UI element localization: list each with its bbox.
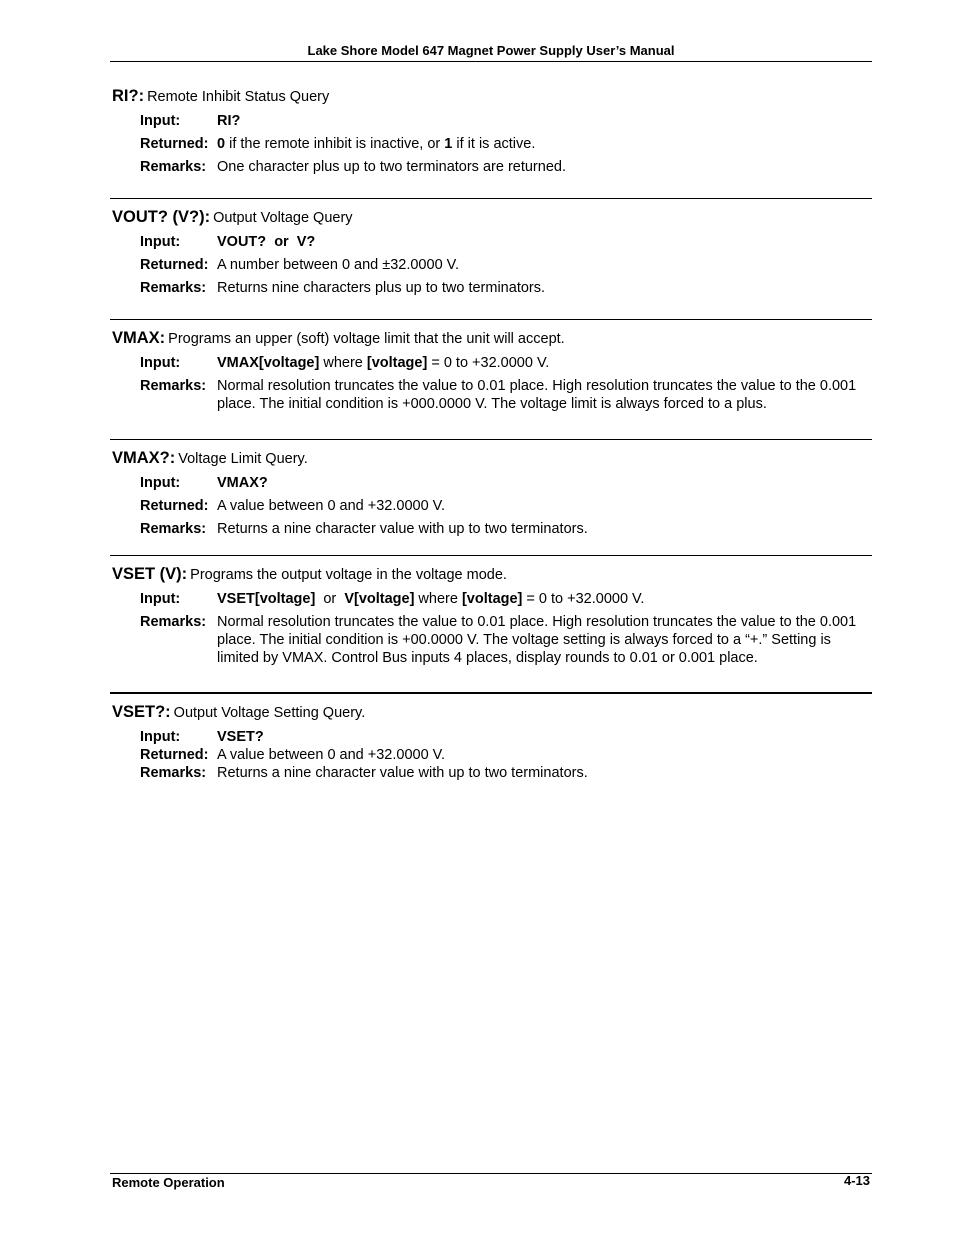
- command-name: VSET (V):: [112, 565, 188, 583]
- remarks-row: [140, 377, 872, 413]
- input-label: Input:: [140, 113, 181, 129]
- input-label: Input:: [140, 729, 181, 745]
- command-heading: [112, 448, 872, 469]
- remarks-label: Remarks:: [140, 159, 207, 175]
- input-parameter: [voltage]: [461, 591, 523, 607]
- input-or: or: [315, 591, 345, 607]
- input-where: where: [319, 355, 367, 371]
- remarks-row: [140, 764, 872, 782]
- input-range: = 0 to +32.0000 V.: [522, 591, 645, 607]
- returned-label: Returned:: [140, 498, 209, 514]
- command-vset-query: [112, 702, 872, 782]
- section-rule: [110, 319, 872, 320]
- command-name: VMAX?:: [112, 449, 176, 467]
- command-description: Remote Inhibit Status Query: [147, 89, 330, 105]
- input-where: where: [414, 591, 462, 607]
- input-label: Input:: [140, 475, 181, 491]
- section-rule: [110, 198, 872, 199]
- input-command: VMAX[voltage]: [217, 355, 320, 371]
- command-description: Programs the output voltage in the voltage mode.: [190, 567, 507, 583]
- section-rule: [110, 439, 872, 440]
- header-rule: [110, 61, 872, 62]
- remarks-value: Returns a nine character value with up to two terminators.: [217, 521, 588, 537]
- returned-text-2: if it is active.: [452, 136, 536, 152]
- returned-value-one: 1: [444, 136, 453, 152]
- remarks-label: Remarks:: [140, 280, 207, 296]
- section-rule: [110, 555, 872, 556]
- page-number: 4-13: [843, 1173, 870, 1188]
- returned-value: A value between 0 and +32.0000 V.: [217, 747, 446, 763]
- input-range: = 0 to +32.0000 V.: [427, 355, 550, 371]
- returned-row: [140, 497, 872, 515]
- returned-label: Returned:: [140, 136, 209, 152]
- input-row: [140, 233, 872, 251]
- remarks-label: Remarks:: [140, 765, 207, 781]
- remarks-row: [140, 158, 872, 176]
- input-row: [140, 112, 872, 130]
- input-row: [140, 728, 872, 746]
- returned-label: Returned:: [140, 257, 209, 273]
- command-name: VOUT? (V?):: [112, 208, 211, 226]
- command-vout: [112, 207, 872, 297]
- input-row: [140, 590, 872, 608]
- input-value: [217, 354, 872, 372]
- input-command-2: V[voltage]: [344, 591, 415, 607]
- command-vmax-query: [112, 448, 872, 538]
- input-label: Input:: [140, 591, 181, 607]
- remarks-label: Remarks:: [140, 378, 207, 394]
- returned-value: A value between 0 and +32.0000 V.: [217, 498, 446, 514]
- remarks-row: [140, 520, 872, 538]
- returned-row: [140, 135, 872, 153]
- remarks-value: Returns nine characters plus up to two terminators.: [217, 280, 546, 296]
- remarks-value: Returns a nine character value with up to two terminators.: [217, 765, 588, 781]
- returned-row: [140, 746, 872, 764]
- input-value: VMAX?: [217, 475, 268, 491]
- command-description: Output Voltage Query: [213, 210, 353, 226]
- input-row: [140, 474, 872, 492]
- command-vset: [112, 564, 872, 667]
- input-label: Input:: [140, 234, 181, 250]
- command-heading: [112, 564, 872, 585]
- input-command-1: VSET[voltage]: [217, 591, 316, 607]
- input-value: VSET?: [217, 729, 264, 745]
- returned-row: [140, 256, 872, 274]
- command-name: VSET?:: [112, 703, 171, 721]
- running-header: Lake Shore Model 647 Magnet Power Supply User’s Manual: [307, 43, 675, 58]
- remarks-value: One character plus up to two terminators are returned.: [217, 159, 566, 175]
- command-description: Programs an upper (soft) voltage limit that the unit will accept.: [168, 331, 565, 347]
- remarks-label: Remarks:: [140, 521, 207, 537]
- input-value: RI?: [217, 113, 241, 129]
- returned-value: [217, 135, 872, 153]
- input-value: VOUT? or V?: [217, 234, 316, 250]
- command-name: VMAX:: [112, 329, 166, 347]
- footer-rule: [110, 1173, 872, 1174]
- input-parameter: [voltage]: [366, 355, 428, 371]
- command-description: Voltage Limit Query.: [178, 451, 308, 467]
- returned-value-zero: 0: [217, 136, 226, 152]
- returned-value: A number between 0 and ±32.0000 V.: [217, 257, 460, 273]
- input-value: [217, 590, 872, 608]
- footer-section: Remote Operation: [112, 1175, 225, 1190]
- command-ri: [112, 86, 872, 176]
- returned-label: Returned:: [140, 747, 209, 763]
- command-description: Output Voltage Setting Query.: [173, 705, 366, 721]
- command-heading: [112, 207, 872, 228]
- command-vmax: [112, 328, 872, 413]
- command-heading: [112, 86, 872, 107]
- command-heading: [112, 328, 872, 349]
- section-rule: [110, 692, 872, 694]
- remarks-value: Normal resolution truncates the value to 0.01 place. High resolution truncates the value to the 0.001 place. The initial condition is +000.0000 V. The voltage limit is always forced to a plus.: [217, 378, 857, 412]
- command-name: RI?:: [112, 87, 145, 105]
- remarks-row: [140, 613, 872, 667]
- remarks-label: Remarks:: [140, 614, 207, 630]
- remarks-value: Normal resolution truncates the value to 0.01 place. High resolution truncates the value to the 0.001 place. The initial condition is +00.0000 V. The voltage setting is always forced to a “+.” Setting is limited by VMAX. Control Bus inputs 4 places, display rounds to 0.01 or 0.001 place.: [217, 614, 857, 666]
- returned-text-1: if the remote inhibit is inactive, or: [225, 136, 445, 152]
- input-label: Input:: [140, 355, 181, 371]
- command-heading: [112, 702, 872, 723]
- input-row: [140, 354, 872, 372]
- remarks-row: [140, 279, 872, 297]
